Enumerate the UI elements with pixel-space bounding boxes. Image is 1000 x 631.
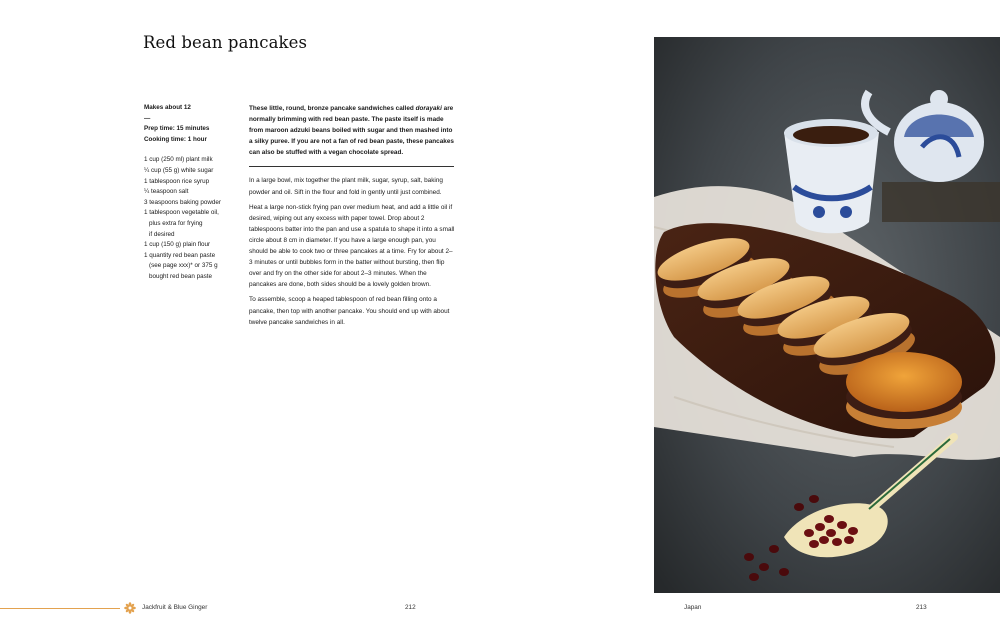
ingredient-continued: plus extra for frying: [149, 219, 203, 227]
method-step: Heat a large non-stick frying pan over medium heat, and add a little oil if desired, wiping out any excess with paper towel. Drop about 2 tablespoons batter into the pan and use a spatula to shape it into a small circle about 8 cm in diameter. If you have a large enough pan, you should be able to cook two or three pancakes at a time. Fry for about 2–3 minutes or until bubbles form in the batter without bursting, then flip over and fry on the other side for about 2–3 minutes. When the pancakes are done, both sides should be a lovely golden brown.: [249, 203, 455, 289]
ingredient-list: [144, 155, 242, 282]
recipe-intro: [249, 103, 455, 158]
footer-chapter: Japan: [684, 604, 702, 611]
flower-icon: [124, 602, 136, 614]
ingredient: ¼ cup (55 g) white sugar: [144, 166, 214, 174]
ingredient: 1 tablespoon rice syrup: [144, 177, 210, 185]
ingredient: ¼ teaspoon salt: [144, 188, 189, 196]
prep-time: Prep time: 15 minutes: [144, 125, 210, 133]
recipe-photo: [654, 37, 1000, 593]
recipe-method: [249, 103, 455, 332]
tea-cup: [784, 119, 879, 233]
ingredient: 1 cup (150 g) plain flour: [144, 241, 211, 249]
cooking-time: Cooking time: 1 hour: [144, 135, 207, 143]
ingredient-continued: if desired: [149, 230, 175, 238]
method-step: To assemble, scoop a heaped tablespoon of red bean filling onto a pancake, then top with another pancake. You should end up with about twelve pancake sandwiches in all.: [249, 296, 450, 326]
recipe-meta: [144, 103, 242, 283]
footer-rule: [0, 608, 120, 609]
yield: Makes about 12: [144, 104, 191, 111]
recipe-title: Red bean pancakes: [143, 33, 308, 52]
ingredient-continued: bought red bean paste: [149, 272, 213, 280]
footer-book-title: Jackfruit & Blue Ginger: [142, 604, 208, 611]
divider: [249, 166, 454, 167]
dash: —: [144, 114, 151, 122]
intro-italic: dorayaki: [415, 105, 442, 112]
method-step: In a large bowl, mix together the plant milk, sugar, syrup, salt, baking powder and oil. Sift in the flour and fold in gently until just combined.: [249, 177, 443, 196]
ingredient: 1 tablespoon vegetable oil,: [144, 209, 219, 217]
pancake-photo-illustration: [654, 37, 1000, 593]
page-number-left: 212: [405, 604, 416, 611]
ingredient-continued: (see page xxx)* or 375 g: [149, 262, 218, 270]
ingredient: 1 cup (250 ml) plant milk: [144, 156, 213, 164]
page-number-right: 213: [916, 604, 927, 611]
ingredient: 1 quantity red bean paste: [144, 251, 216, 259]
intro-text: These little, round, bronze pancake sandwiches called: [249, 105, 416, 112]
intro-text: are normally brimming with red bean paste. The paste itself is made from maroon adzuki beans boiled with sugar and then mashed into a silky puree. If you are not a fan of red bean paste, these pancakes can also be stuffed with a vegan chocolate spread.: [249, 105, 454, 157]
ingredient: 3 teaspoons baking powder: [144, 198, 222, 206]
top-pancake: [846, 352, 962, 429]
